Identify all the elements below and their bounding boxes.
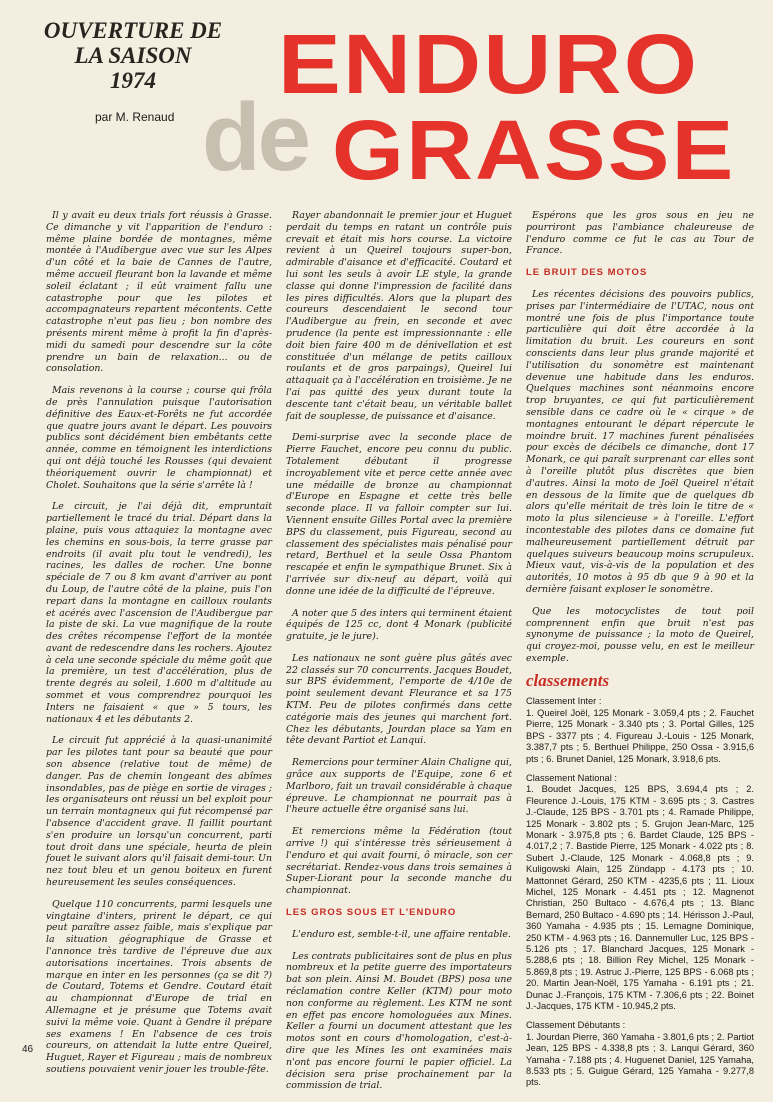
title-de: de [202,84,309,191]
results-group-text: 1. Queirel Joël, 125 Monark - 3.059,4 pts ; 2. Fauchet Pierre, 125 Monark - 3.340 pts ; 3. Portal Gilles, 125 BPS - 3377 pts ; 4. Figureau J.-Louis - 125 Monark, 3.387,7 pts ; 5. Berthuel Philippe, 250 Ossa - 3.915,6 pts ; 6. Brunet Daniel, 125 Monark, 3.918,6 pts. [526,707,754,764]
results-group-heading: Classement Débutants : [526,1020,626,1031]
title-word-enduro: ENDURO [278,17,700,111]
results-group-heading: Classement National : [526,772,617,783]
paragraph: Remercions pour terminer Alain Chaligne qui, grâce aux supports de l'Equipe, zone 6 et Marlboro, fait un travail considérable à chaque épreuve. Le championnat ne pourrait pas à l'heure actuelle être organisé sans lui. [286,757,512,816]
paragraph: Il y avait eu deux trials fort réussis à Grasse. Ce dimanche y vit l'apparition de l'enduro : même plaine bordée de montagnes, même montée à l'Audibergue avec vue sur les Alpes d'un côté et la baie de Cannes de l'autre, même accueil fleurant bon la lavande et même soleil éclatant ; il eût vraiment fallu une catastrophe pour que les pilotes et accompagnateurs repartent mécontents. Cette catastrophe n'eut pas lieu ; bon nombre des présents mirent même à profit la fin d'après-midi du samedi pour descendre sur la côte prendre un bain de relaxation... ou de consolation. [46,210,272,375]
paragraph: Espérons que les gros sous en jeu ne pourriront pas l'ambiance chaleureuse de l'enduro comme ce fut le cas au Tour de France. [526,210,754,257]
results-title: classements [526,670,610,690]
results-group [526,773,754,1013]
paragraph: Que les motocyclistes de tout poil comprennent enfin que bruit n'est pas synonyme de puissance ; la moto de Queirel, qui croyez-moi, pousse velu, en est le meilleur exemple. [526,605,754,664]
title-word-grasse: GRASSE [332,103,736,197]
paragraph: Le circuit, je l'ai déjà dit, empruntait partiellement le tracé du trial. Départ dans la plaine, puis vous attaquiez la montagne avec les chemins en sous-bois, la terre grasse par endroits (il avait plu tout le vendredi), les racines, les dalles de rocher. Une bonne spéciale de 7 ou 8 km avant d'arriver au pont du Loup, de l'autre côté de la plaine, puis l'on repart dans la montagne en cailloux roulants et acérés avec l'ascension de l'Audibergue par la piste de ski. La vue magnifique de la route des crêtes récompense l'effort de la montée avant de redescendre dans les rochers. Ajoutez à cela une seconde spéciale du même goût que la première, un test d'accélération, plus de trente degrés au soleil, 1.600 m d'altitude au sommet et vous comprendrez pourquoi les Inters ne faisaient « que » 5 tours, les nationaux 4 et les débutants 2. [46,501,272,725]
paragraph: A noter que 5 des inters qui terminent étaient équipés de 125 cc, dont 4 Monark (publicité gratuite, je le jure). [286,607,512,643]
paragraph: Le circuit fut apprécié à la quasi-unanimité par les pilotes tant pour sa beauté que pour son absence (relative tout de même) de danger. Pas de chemin longeant des abîmes insondables, pas de piège en sortie de virages ; les organisateurs ont réussi un bel exploit pour un terrain montagneux qui fut récompensé par l'absence d'accident grave. Il faillit pourtant s'en produire un lorsqu'un concurrent, parti tout droit dans une spéciale, heurta de plein fouet le suivant alors qu'il faisait demi-tour. Un nez tout bleu et un genou boiteux en furent heureusement les seules conséquences. [46,735,272,889]
overline-line: LA SAISON [74,43,192,68]
results-group [526,696,754,764]
paragraph: Demi-surprise avec la seconde place de Pierre Fauchet, encore peu connu du public. Totalement débutant il progresse incroyablement vite et perce cette année avec une médaille de bronze au championnat d'Europe en Espagne et cette très belle seconde place. Il va falloir compter sur lui. Viennent ensuite Gilles Portal avec la première BPS du classement, puis Figureau, second au classement des spécialistes mais pénalisé pour retard, Berthuel et la seule Ossa Phantom rescapée et enfin le sympathique Brunet. Six à l'arrivée sur dix-neuf au départ, voilà qui donne une idée de la difficulté de l'épreuve. [286,432,512,597]
overline-line: 1974 [110,68,156,93]
paragraph: L'enduro est, semble-t-il, une affaire rentable. [292,928,511,940]
page-number: 46 [22,1044,34,1055]
paragraph: Quelque 110 concurrents, parmi lesquels une vingtaine d'inters, prirent le départ, ce qui peut paraître assez faible, mais s'explique par la situation géographique de Grasse et l'annonce très tardive de l'épreuve due aux autorisations incertaines. Trois absents de marque en inter en les personnes (ça se dit ?) de Coutard, Totems et Gendre. Coutard était au championnat d'Europe de trial en Allemagne et je présume que Totems avait suivi la même voie. Quant à Gendre il prépare ses examens ! En l'absence de ces trois coureurs, on attendait la lutte entre Queirel, Huguet, Rayer et Figureau ; mais de nombreux soutiens pouvaient venir jouer les trouble-fête. [46,898,272,1075]
paragraph: Et remercions même la Fédération (tout arrive !) qui s'intéresse très sérieusement à l'enduro et qui avait fourni, ô miracle, son cer secrétariat. Rendez-vous dans trois semaines à Super-Liorant pour la seconde manche du championnat. [286,826,512,897]
paragraph: Les nationaux ne sont guère plus gâtés avec 22 classés sur 70 concurrents. Jacques Boudet, sur BPS évidemment, l'emporte de 4/10e de point seulement devant Fleurance et sa 175 KTM. Peu de pilotes confirmés dans cette catégorie mais des jeunes qui marchent fort. Chez les débutants, Jourdan place sa Yam en tête devant Partiot et Lanqui. [286,652,512,747]
section-heading-bruit: LE BRUIT DES MOTOS [526,267,648,279]
byline: par M. Renaud [95,110,175,124]
paragraph: Mais revenons à la course ; course qui frôla de près l'annulation puisque l'autorisation définitive des Eaux-et-Forêts ne fut accordée que quatre jours avant le départ. Les pouvoirs publics sont décidément bien embêtants cette année, comme en témoignent les interdictions qui ont déjà touché les Rousses (qui devaient théoriquement ouvrir le championnat) et Cholet. Souhaitons que la série s'arrête là ! [46,385,272,491]
column-2 [286,210,512,1102]
column-3 [526,210,754,1097]
paragraph: Rayer abandonnait le premier jour et Huguet perdait du temps en ratant un contrôle puis crevait et était mis hors course. La victoire revient à un Queirel toujours super-bon, admirable d'aisance et d'efficacité. Coutard et lui sont les seuls à avoir LE style, la grande classe qui donne l'impression de facilité dans les pires difficultés. Alors que la plupart des coureurs descendaient le second tour l'Audibergue au frein, en seconde et avec prudence (la pente est impressionnante : elle doit bien faire 400 m de dénivellation et est constituée d'un mélange de petits cailloux roulants et de gros parpaings), Queirel lui attaquait ça à l'accélération en troisième. Je ne l'ai pas quitté des yeux durant toute la descente tant c'était beau, un véritable ballet fait de souplesse, de puissance et d'aisance. [286,210,512,422]
section-heading-gros-sous: LES GROS SOUS ET L'ENDURO [286,907,457,919]
article-title [200,17,770,212]
results-group [526,1020,754,1088]
results-group-text: 1. Jourdan Pierre, 360 Yamaha - 3.801,6 pts ; 2. Partiot Jean, 125 BPS - 4.338,8 pts ; 3. Lanqui Gérard, 360 Yamaha - 7.188 pts ; 4. Huguenet Daniel, 125 Yamaha, 8.533 pts ; 5. Guigue Gérard, 125 Yamaha - 9.277,8 pts. [526,1031,754,1088]
results-group-heading: Classement Inter : [526,696,602,707]
overline-line: OUVERTURE DE [43,18,223,43]
column-1 [46,210,272,1086]
paragraph: Les contrats publicitaires sont de plus en plus nombreux et la petite guerre des importateurs bat son plein. Ainsi M. Boudet (BPS) posa une réclamation contre Keller (KTM) pour moto non conforme au règlement. Les KTM ne sont en effet pas encore homologuées aux Mines. Keller a fourni un document attestant que les motos sont en cours d'homologation, c'est-à-dire que les Mines les ont examinées mais n'ont pas encore fourni le papier officiel. La décision sera prise prochainement par la commission de trial. [286,950,512,1092]
results-list [526,696,754,1088]
results-group-text: 1. Boudet Jacques, 125 BPS, 3.694,4 pts ; 2. Fleurence J.-Louis, 175 KTM - 3.695 pts ; 3. Castres J.-Claude, 125 BPS - 3.701 pts ; 4. Ramade Philippe, 125 Monark - 3.802 pts ; 5. Grujon Jean-Marc, 125 Monark - 3.975,8 pts ; 6. Bardet Claude, 125 BPS - 4.017,2 ; 7. Bastide Pierre, 125 Monark - 4.022 pts ; 8. Subert J.-Claude, 125 Monark - 4.068,8 pts ; 9. Kuligowski Alain, 125 Zündapp - 4.173 pts ; 10. Mattonnet Gérard, 250 KTM - 4235,6 pts ; 11. Lioux Michel, 125 Monark - 4.451 pts ; 12. Magnenot Christian, 250 Bultaco - 4.676,4 pts ; 13. Blanc Bernard, 250 Bultaco - 4.690 pts ; 14. Hérisson J.-Paul, 360 Yamaha - 4.935 pts ; 15. Lemagne Dominique, 250 KTM - 4.963 pts ; 16. Dannemuller Luc, 125 BPS - 5.126 pts ; 17. Blanchard Jacques, 125 Monark - 5.288,6 pts ; 18. Billion Rey Michel, 125 Monark - 5.869,8 pts ; 19. Astruc J.-Pierre, 125 BPS - 6.068 pts ; 20. Martin Jean-Noël, 175 Yamaha - 6.191 pts ; 21. Dunac J.-François, 175 KTM - 7.306,6 pts ; 22. Boinet J.-Jacques, 175 KTM - 10.945,2 pts. [526,784,754,1012]
paragraph: Les récentes décisions des pouvoirs publics, prises par l'intermédiaire de l'UTAC, nous ont montré une fois de plus l'importance toute particulière qui doit être accordée à la limitation du bruit. Les coureurs en sont conscients dans leur plus grande majorité et l'utilisation du sonomètre est maintenant devenue une habitude dans les enduros. Quelques machines sont néanmoins encore trop bruyantes, ce qui fut particulièrement sensible dans ce cadre où le « cirque » de montagnes entourant le départ répercute le moindre bruit. 17 machines furent pénalisées pour excès de décibels ce dimanche, dont 17 Monark, ce qui paraît surprenant car elles sont à l'oreille plutôt plus discrètes que bien d'autres. Ainsi la moto de Joël Queirel n'était en dessous de la limite que de quelques db alors qu'elle méritait de très loin le titre de « moto la plus silencieuse » à l'oreille. L'effort incontestable des pilotes dans ce domaine fut malheureusement partiellement détruit par quelques suiveurs beaucoup moins scrupuleux. Mieux vaut, vis-à-vis de la population et des autorités, 10 motos à 95 db que 9 à 90 et la dernière faisant exploser le sonomètre. [526,288,754,595]
